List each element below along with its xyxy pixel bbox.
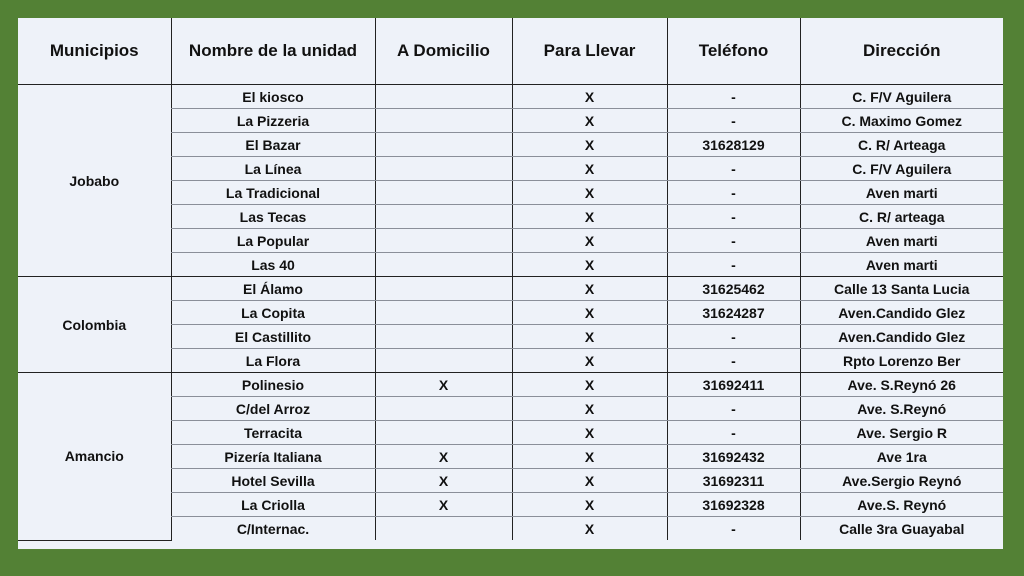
para-llevar-cell: X	[512, 181, 667, 205]
para-llevar-cell: X	[512, 421, 667, 445]
table-row	[18, 277, 1003, 301]
telefono-cell: -	[667, 397, 800, 421]
domicilio-cell	[375, 229, 512, 253]
telefono-cell: 31628129	[667, 133, 800, 157]
telefono-cell: 31692311	[667, 469, 800, 493]
telefono-cell: -	[667, 229, 800, 253]
domicilio-cell: X	[375, 373, 512, 397]
municipio-cell: Amancio	[18, 373, 171, 541]
restaurant-table-card	[18, 18, 1003, 549]
telefono-cell: -	[667, 109, 800, 133]
telefono-cell: -	[667, 181, 800, 205]
para-llevar-cell: X	[512, 493, 667, 517]
header-nombre: Nombre de la unidad	[171, 18, 375, 85]
header-municipios: Municipios	[18, 18, 171, 85]
unit-name-cell: El Álamo	[171, 277, 375, 301]
direccion-cell: C. R/ arteaga	[800, 205, 1003, 229]
para-llevar-cell: X	[512, 325, 667, 349]
unit-name-cell: La Criolla	[171, 493, 375, 517]
para-llevar-cell: X	[512, 517, 667, 541]
direccion-cell: Ave. S.Reynó	[800, 397, 1003, 421]
telefono-cell: -	[667, 517, 800, 541]
telefono-cell: 31624287	[667, 301, 800, 325]
telefono-cell: -	[667, 205, 800, 229]
para-llevar-cell: X	[512, 157, 667, 181]
direccion-cell: C. Maximo Gomez	[800, 109, 1003, 133]
domicilio-cell: X	[375, 445, 512, 469]
direccion-cell: Calle 3ra Guayabal	[800, 517, 1003, 541]
para-llevar-cell: X	[512, 301, 667, 325]
direccion-cell: Aven marti	[800, 229, 1003, 253]
domicilio-cell	[375, 277, 512, 301]
domicilio-cell	[375, 133, 512, 157]
unit-name-cell: La Pizzeria	[171, 109, 375, 133]
direccion-cell: C. F/V Aguilera	[800, 85, 1003, 109]
unit-name-cell: Las 40	[171, 253, 375, 277]
para-llevar-cell: X	[512, 109, 667, 133]
direccion-cell: Aven.Candido Glez	[800, 325, 1003, 349]
telefono-cell: -	[667, 325, 800, 349]
direccion-cell: Aven marti	[800, 253, 1003, 277]
para-llevar-cell: X	[512, 277, 667, 301]
header-telefono: Teléfono	[667, 18, 800, 85]
unit-name-cell: C/del Arroz	[171, 397, 375, 421]
direccion-cell: C. F/V Aguilera	[800, 157, 1003, 181]
unit-name-cell: Las Tecas	[171, 205, 375, 229]
telefono-cell: -	[667, 421, 800, 445]
direccion-cell: Ave. Sergio R	[800, 421, 1003, 445]
para-llevar-cell: X	[512, 205, 667, 229]
para-llevar-cell: X	[512, 469, 667, 493]
para-llevar-cell: X	[512, 397, 667, 421]
unit-name-cell: Hotel Sevilla	[171, 469, 375, 493]
unit-name-cell: C/Internac.	[171, 517, 375, 541]
telefono-cell: -	[667, 157, 800, 181]
domicilio-cell	[375, 397, 512, 421]
domicilio-cell	[375, 253, 512, 277]
direccion-cell: Aven.Candido Glez	[800, 301, 1003, 325]
telefono-cell: 31692432	[667, 445, 800, 469]
telefono-cell: -	[667, 349, 800, 373]
table-header	[18, 18, 1003, 85]
header-llevar: Para Llevar	[512, 18, 667, 85]
unit-name-cell: Polinesio	[171, 373, 375, 397]
para-llevar-cell: X	[512, 229, 667, 253]
domicilio-cell: X	[375, 469, 512, 493]
domicilio-cell	[375, 109, 512, 133]
para-llevar-cell: X	[512, 445, 667, 469]
para-llevar-cell: X	[512, 133, 667, 157]
municipio-cell: Colombia	[18, 277, 171, 373]
unit-name-cell: La Flora	[171, 349, 375, 373]
unit-name-cell: El Castillito	[171, 325, 375, 349]
unit-name-cell: El Bazar	[171, 133, 375, 157]
para-llevar-cell: X	[512, 349, 667, 373]
domicilio-cell	[375, 421, 512, 445]
direccion-cell: Calle 13 Santa Lucia	[800, 277, 1003, 301]
domicilio-cell	[375, 349, 512, 373]
restaurant-table	[18, 18, 1003, 541]
telefono-cell: 31692411	[667, 373, 800, 397]
direccion-cell: Ave. S.Reynó 26	[800, 373, 1003, 397]
table-body	[18, 85, 1003, 541]
direccion-cell: Aven marti	[800, 181, 1003, 205]
domicilio-cell	[375, 181, 512, 205]
domicilio-cell	[375, 85, 512, 109]
header-direccion: Dirección	[800, 18, 1003, 85]
table-row	[18, 373, 1003, 397]
domicilio-cell: X	[375, 493, 512, 517]
direccion-cell: Ave 1ra	[800, 445, 1003, 469]
unit-name-cell: Terracita	[171, 421, 375, 445]
telefono-cell: 31692328	[667, 493, 800, 517]
unit-name-cell: Pizería Italiana	[171, 445, 375, 469]
telefono-cell: 31625462	[667, 277, 800, 301]
direccion-cell: Ave.Sergio Reynó	[800, 469, 1003, 493]
telefono-cell: -	[667, 253, 800, 277]
domicilio-cell	[375, 205, 512, 229]
para-llevar-cell: X	[512, 373, 667, 397]
table-row	[18, 85, 1003, 109]
direccion-cell: Rpto Lorenzo Ber	[800, 349, 1003, 373]
unit-name-cell: La Copita	[171, 301, 375, 325]
unit-name-cell: El kiosco	[171, 85, 375, 109]
unit-name-cell: La Tradicional	[171, 181, 375, 205]
para-llevar-cell: X	[512, 85, 667, 109]
telefono-cell: -	[667, 85, 800, 109]
unit-name-cell: La Popular	[171, 229, 375, 253]
domicilio-cell	[375, 301, 512, 325]
domicilio-cell	[375, 325, 512, 349]
domicilio-cell	[375, 157, 512, 181]
municipio-cell: Jobabo	[18, 85, 171, 277]
header-domicilio: A Domicilio	[375, 18, 512, 85]
direccion-cell: Ave.S. Reynó	[800, 493, 1003, 517]
unit-name-cell: La Línea	[171, 157, 375, 181]
para-llevar-cell: X	[512, 253, 667, 277]
direccion-cell: C. R/ Arteaga	[800, 133, 1003, 157]
domicilio-cell	[375, 517, 512, 541]
